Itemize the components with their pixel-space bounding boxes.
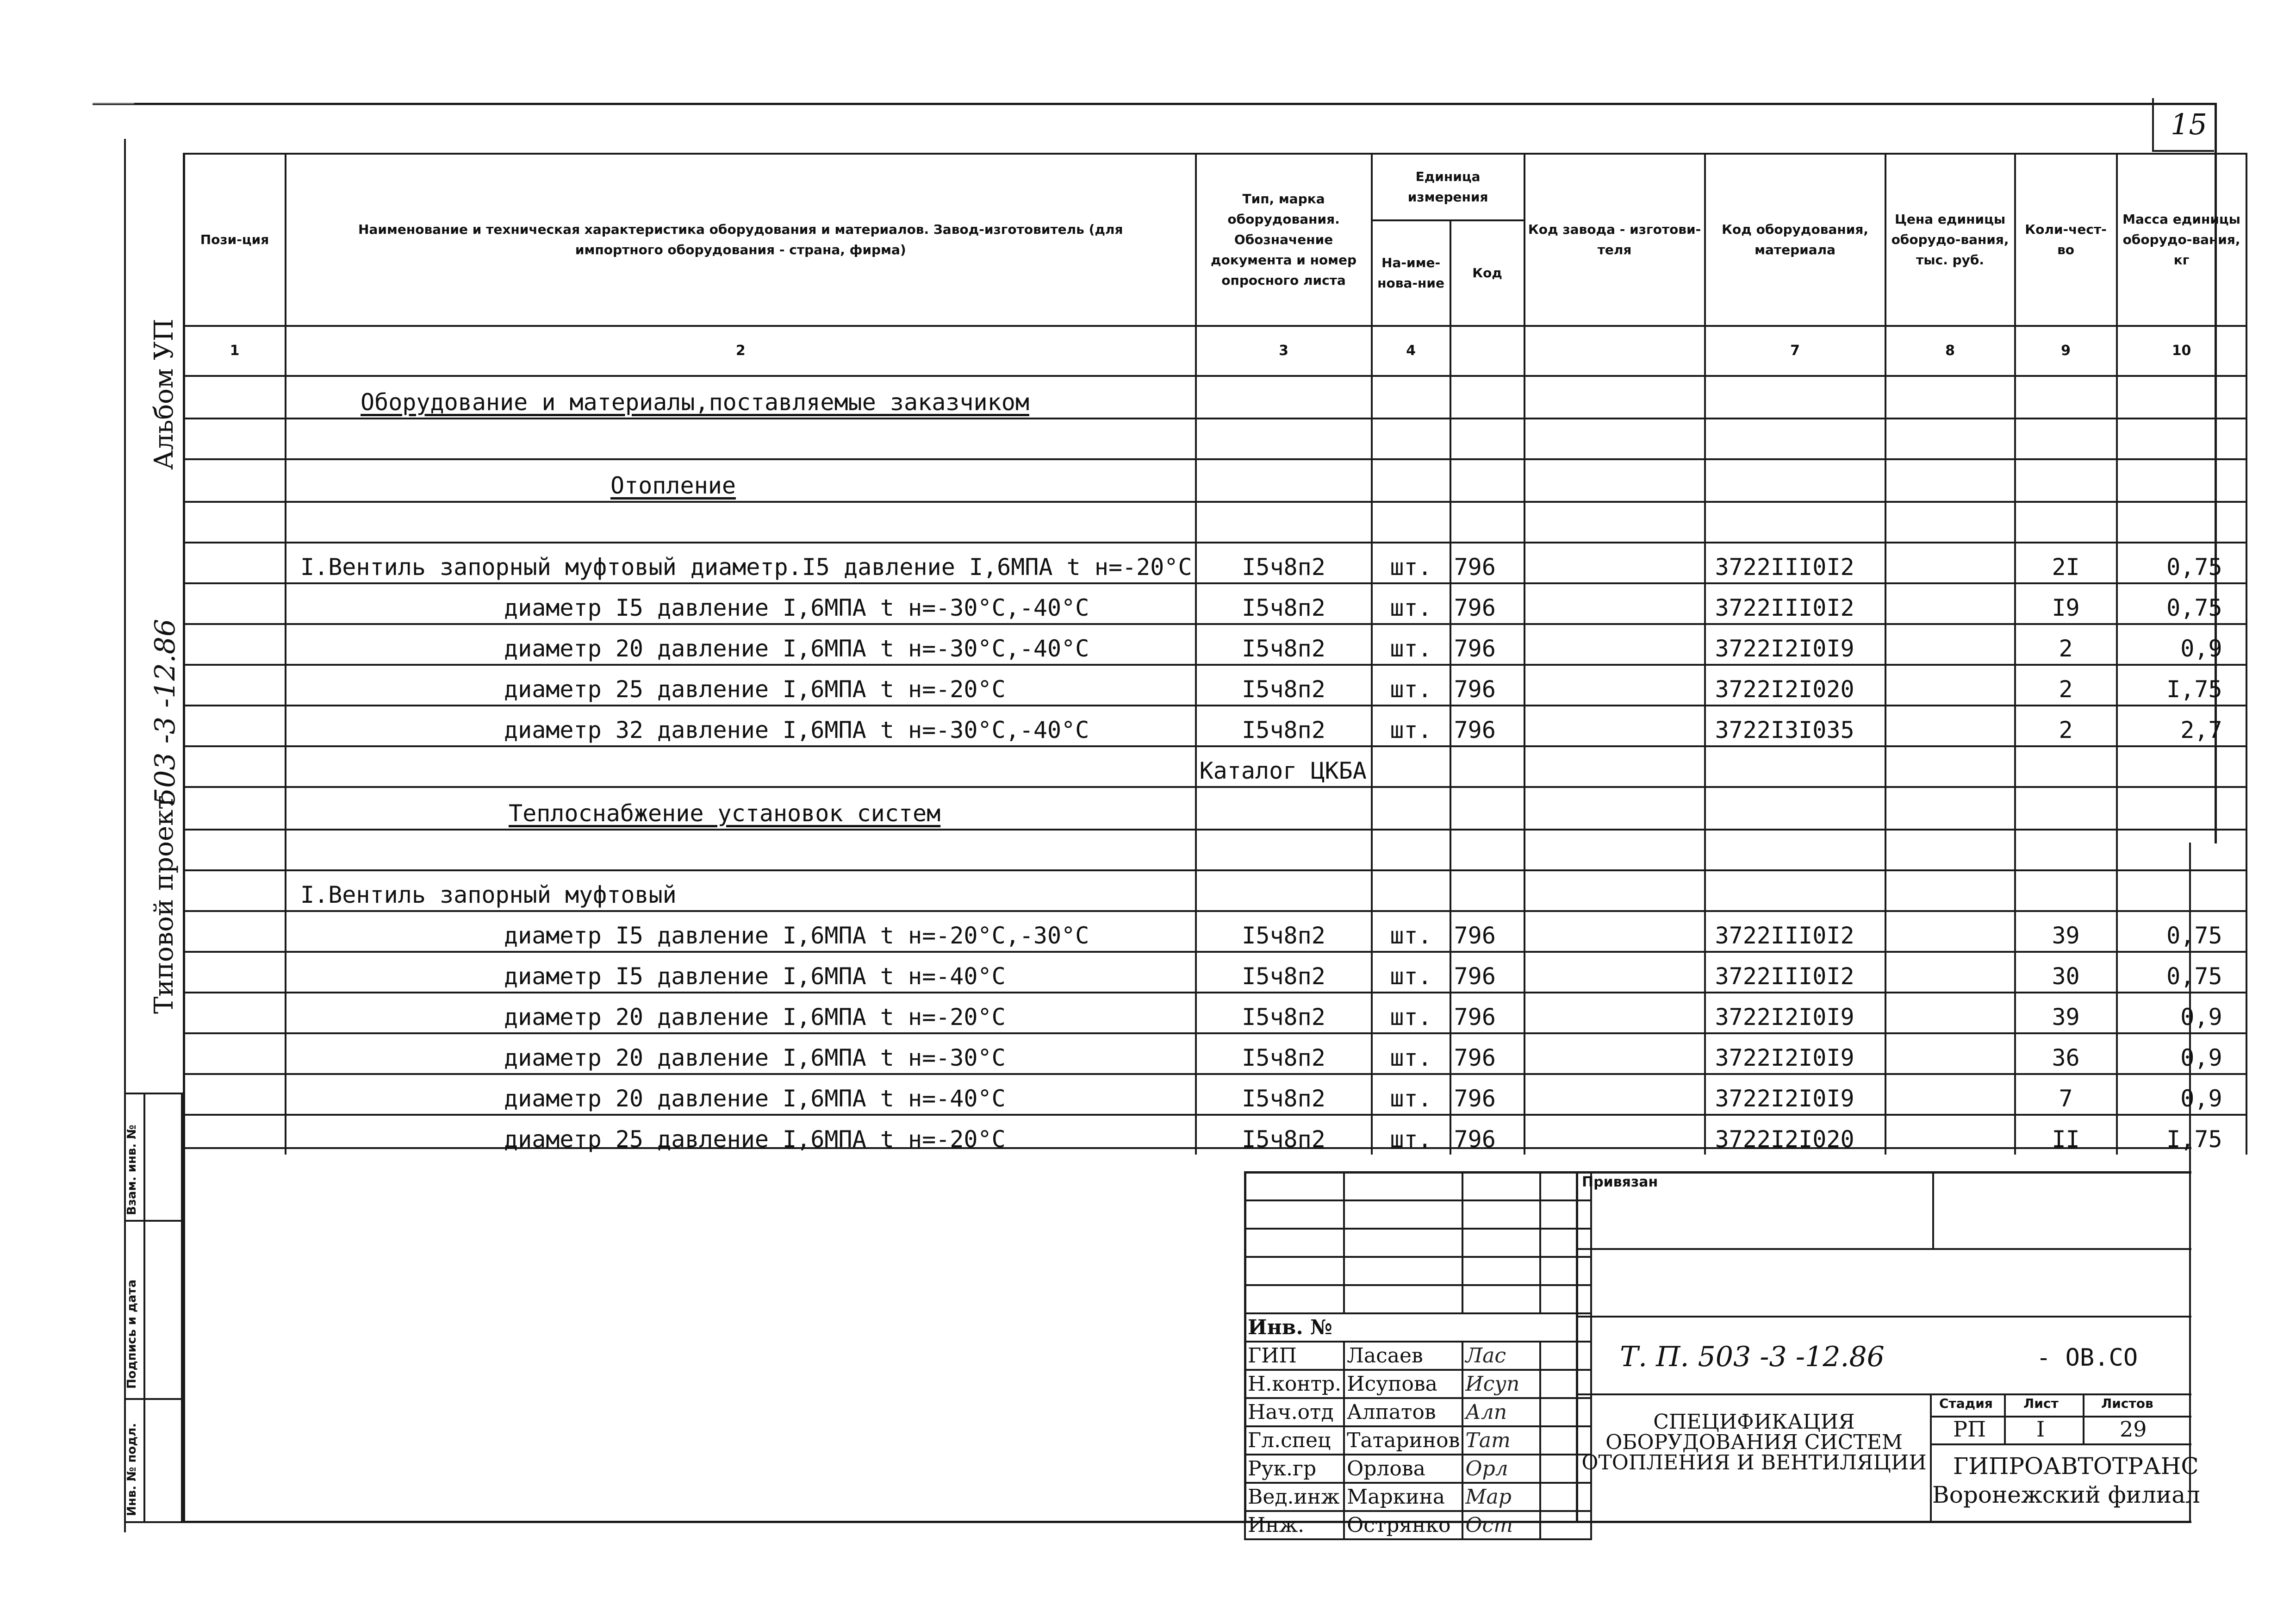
item-type: I5ч8п2	[1196, 993, 1372, 1033]
catalog-label: Каталог ЦКБА	[1196, 746, 1372, 787]
table-row	[184, 1074, 2246, 1115]
col-num: 1	[184, 326, 286, 376]
signer-role: ГИП	[1245, 1342, 1344, 1370]
signer-row	[1245, 1511, 1591, 1539]
item-unit-code: 796	[1450, 993, 1524, 1033]
col-num: 2	[286, 326, 1196, 376]
stamp-vzam: Взам. инв. №	[125, 1124, 139, 1215]
item-type: I5ч8п2	[1196, 1033, 1372, 1074]
item-unit-code: 796	[1450, 911, 1524, 952]
tb-divider	[1576, 1171, 1578, 1523]
header-quantity: Коли-чест-во	[2015, 154, 2117, 326]
table-row	[184, 624, 2246, 665]
project-code-side: 503 -3 -12.86	[149, 618, 181, 806]
item-unit: шт.	[1372, 993, 1450, 1033]
header-unit-code: Код	[1450, 220, 1524, 326]
inv-row	[1245, 1313, 1591, 1342]
item-qty: II	[2015, 1115, 2117, 1155]
signer-signature: Лас	[1462, 1342, 1540, 1370]
table-row	[184, 376, 2246, 418]
header-unit-name: На-име-нова-ние	[1372, 220, 1450, 326]
title-top-line	[1576, 1393, 2191, 1395]
item-unit-code: 796	[1450, 1074, 1524, 1115]
signer-row	[1245, 1426, 1591, 1455]
item-name: диаметр 25 давление I,6МПА t н=-20°С	[286, 1115, 1196, 1155]
header-mass: Масса единицы оборудо-вания, кг	[2117, 154, 2246, 326]
signer-role: Инж.	[1245, 1511, 1344, 1539]
col-num	[1524, 326, 1705, 376]
table-row	[184, 911, 2246, 952]
table-row	[184, 1033, 2246, 1074]
side-stamp-line-1	[124, 1220, 183, 1222]
item-mass: 0,75	[2117, 583, 2246, 624]
header-name: Наименование и техническая характеристика оборудования и материалов. Завод-изготовитель (для импортного оборудования - страна, фирма)	[286, 154, 1196, 326]
item-equip-code: 3722III0I2	[1705, 543, 1885, 583]
side-stamp-vline	[143, 1093, 145, 1523]
table-row	[184, 583, 2246, 624]
signer-signature: Исуп	[1462, 1370, 1540, 1398]
signer-signature: Ост	[1462, 1511, 1540, 1539]
item-name: I.Вентиль запорный муфтовый диаметр.I5 давление I,6МПА t н=-20°С	[286, 543, 1196, 583]
item-equip-code: 3722III0I2	[1705, 911, 1885, 952]
header-equip-code: Код оборудования, материала	[1705, 154, 1885, 326]
stage-label: Стадия	[1939, 1396, 1993, 1411]
signer-name: Исупова	[1344, 1370, 1462, 1398]
item-equip-code: 3722I2I0I9	[1705, 624, 1885, 665]
item-equip-code: 3722I2I020	[1705, 665, 1885, 706]
item-equip-code: 3722I2I0I9	[1705, 1033, 1885, 1074]
item-qty: 2	[2015, 624, 2117, 665]
item-name: диаметр 25 давление I,6МПА t н=-20°С	[286, 665, 1196, 706]
item-name: диаметр 20 давление I,6МПА t н=-20°С	[286, 993, 1196, 1033]
spec-table	[183, 153, 2247, 1155]
table-row	[184, 787, 2246, 830]
item-unit-code: 796	[1450, 543, 1524, 583]
signer-row	[1245, 1342, 1591, 1370]
item-name: диаметр I5 давление I,6МПА t н=-30°С,-40°С	[286, 583, 1196, 624]
header-price: Цена единицы оборудо-вания, тыс. руб.	[1885, 154, 2015, 326]
sheets-value: 29	[2120, 1417, 2147, 1442]
sheets-label: Листов	[2101, 1396, 2153, 1411]
item-mass: 0,75	[2117, 543, 2246, 583]
item-unit: шт.	[1372, 1033, 1450, 1074]
signature-table	[1244, 1171, 1592, 1540]
item-mass: 0,9	[2117, 1074, 2246, 1115]
item-qty: 2I	[2015, 543, 2117, 583]
col-num: 9	[2015, 326, 2117, 376]
item-equip-code: 3722I2I020	[1705, 1115, 1885, 1155]
item-type: I5ч8п2	[1196, 624, 1372, 665]
item-type: I5ч8п2	[1196, 911, 1372, 952]
project-label: Типовой проект	[149, 795, 179, 1014]
stage-value: РП	[1953, 1417, 1986, 1442]
header-factory-code: Код завода - изготови-теля	[1524, 154, 1705, 326]
item-name: диаметр I5 давление I,6МПА t н=-20°С,-30°С	[286, 911, 1196, 952]
item-mass: 0,9	[2117, 624, 2246, 665]
signer-row	[1245, 1483, 1591, 1511]
table-row	[184, 830, 2246, 870]
album-label: Альбом УП	[149, 319, 179, 470]
item-name: диаметр 20 давление I,6МПА t н=-40°С	[286, 1074, 1196, 1115]
item-unit: шт.	[1372, 952, 1450, 993]
item-unit: шт.	[1372, 665, 1450, 706]
section-title: Оборудование и материалы,поставляемые заказчиком	[286, 376, 1196, 418]
item-equip-code: 3722I2I0I9	[1705, 1074, 1885, 1115]
item-unit: шт.	[1372, 583, 1450, 624]
table-row	[184, 418, 2246, 459]
item-qty: 39	[2015, 911, 2117, 952]
inv-label: Инв. №	[1245, 1313, 1591, 1342]
signer-row	[1245, 1398, 1591, 1426]
item-unit-code: 796	[1450, 624, 1524, 665]
table-row	[184, 665, 2246, 706]
item-unit: шт.	[1372, 543, 1450, 583]
item-qty: 39	[2015, 993, 2117, 1033]
col-num: 4	[1372, 326, 1450, 376]
item-type: I5ч8п2	[1196, 583, 1372, 624]
item-qty: I9	[2015, 583, 2117, 624]
sheet-value: I	[2036, 1417, 2045, 1442]
col-num: 10	[2117, 326, 2246, 376]
bound-divider	[1932, 1171, 1934, 1250]
signer-role: Вед.инж	[1245, 1483, 1344, 1511]
item-type: I5ч8п2	[1196, 1115, 1372, 1155]
signer-signature: Мар	[1462, 1483, 1540, 1511]
item-type: I5ч8п2	[1196, 665, 1372, 706]
table-row	[184, 459, 2246, 502]
item-mass: I,75	[2117, 1115, 2246, 1155]
col-num: 8	[1885, 326, 2015, 376]
item-equip-code: 3722I3I035	[1705, 706, 1885, 746]
doc-title: СПЕЦИФИКАЦИЯ ОБОРУДОВАНИЯ СИСТЕМ ОТОПЛЕНИЯ И ВЕНТИЛЯЦИИ	[1581, 1410, 1927, 1474]
item-type: I5ч8п2	[1196, 952, 1372, 993]
item-name: диаметр 20 давление I,6МПА t н=-30°С	[286, 1033, 1196, 1074]
item-equip-code: 3722I2I0I9	[1705, 993, 1885, 1033]
item-name: I.Вентиль запорный муфтовый	[286, 870, 1196, 911]
side-stamp-line-2	[124, 1398, 183, 1400]
signer-signature: Тат	[1462, 1426, 1540, 1455]
item-qty: 7	[2015, 1074, 2117, 1115]
title-right-divider	[1930, 1393, 1932, 1523]
item-unit-code: 796	[1450, 952, 1524, 993]
table-row	[184, 993, 2246, 1033]
item-qty: 2	[2015, 706, 2117, 746]
item-mass: 0,9	[2117, 993, 2246, 1033]
column-numbers-row	[184, 326, 2246, 376]
item-equip-code: 3722III0I2	[1705, 583, 1885, 624]
signer-name: Маркина	[1344, 1483, 1462, 1511]
code-top-line	[1576, 1316, 2191, 1318]
doc-code: Т. П. 503 -3 -12.86	[1620, 1341, 1885, 1373]
sign-blank-row	[1245, 1172, 1591, 1200]
item-mass: 0,9	[2117, 1033, 2246, 1074]
item-unit: шт.	[1372, 624, 1450, 665]
signer-name: Ласаев	[1344, 1342, 1462, 1370]
signer-signature: Орл	[1462, 1455, 1540, 1483]
sign-blank-row	[1245, 1229, 1591, 1257]
stamp-podpis: Подпись и дата	[125, 1279, 139, 1389]
stage-divider-1	[2004, 1393, 2006, 1444]
org-top-line	[1930, 1443, 2191, 1445]
signer-role: Нач.отд	[1245, 1398, 1344, 1426]
table-row	[184, 952, 2246, 993]
stage-divider-2	[2083, 1393, 2084, 1444]
table-row	[184, 543, 2246, 583]
item-name: диаметр 20 давление I,6МПА t н=-30°С,-40°С	[286, 624, 1196, 665]
header-position: Пози-ция	[184, 154, 286, 326]
sign-blank-row	[1245, 1200, 1591, 1229]
bound-bottom-line	[1576, 1248, 2191, 1250]
item-mass: 0,75	[2117, 952, 2246, 993]
item-mass: 0,75	[2117, 911, 2246, 952]
branch-name: Воронежский филиал	[1932, 1481, 2200, 1508]
item-mass: 2,7	[2117, 706, 2246, 746]
table-row	[184, 870, 2246, 911]
col-num: 3	[1196, 326, 1372, 376]
item-unit: шт.	[1372, 911, 1450, 952]
stamp-inv-podl: Инв. № подл.	[125, 1423, 139, 1516]
item-mass: I,75	[2117, 665, 2246, 706]
item-qty: 36	[2015, 1033, 2117, 1074]
table-row	[184, 746, 2246, 787]
header-type: Тип, марка оборудования. Обозначение документа и номер опросного листа	[1196, 154, 1372, 326]
signer-row	[1245, 1370, 1591, 1398]
item-unit-code: 796	[1450, 706, 1524, 746]
item-equip-code: 3722III0I2	[1705, 952, 1885, 993]
org-name: ГИПРОАВТОТРАНС	[1953, 1453, 2199, 1480]
item-unit-code: 796	[1450, 1115, 1524, 1155]
signer-role: Гл.спец	[1245, 1426, 1344, 1455]
item-unit-code: 796	[1450, 583, 1524, 624]
item-type: I5ч8п2	[1196, 706, 1372, 746]
item-qty: 30	[2015, 952, 2117, 993]
section-title: Теплоснабжение установок систем	[286, 787, 1196, 830]
item-unit-code: 796	[1450, 1033, 1524, 1074]
item-name: диаметр 32 давление I,6МПА t н=-30°С,-40°С	[286, 706, 1196, 746]
item-name: диаметр I5 давление I,6МПА t н=-40°С	[286, 952, 1196, 993]
signer-row	[1245, 1455, 1591, 1483]
signer-name: Острянко	[1344, 1511, 1462, 1539]
item-type: I5ч8п2	[1196, 1074, 1372, 1115]
sheet-label: Лист	[2023, 1396, 2059, 1411]
col-num: 7	[1705, 326, 1885, 376]
signer-name: Алпатов	[1344, 1398, 1462, 1426]
signer-name: Татаринов	[1344, 1426, 1462, 1455]
item-unit: шт.	[1372, 1115, 1450, 1155]
top-frame-line	[93, 103, 2217, 105]
signer-role: Н.контр.	[1245, 1370, 1344, 1398]
table-row	[184, 502, 2246, 543]
item-unit-code: 796	[1450, 665, 1524, 706]
col-num	[1450, 326, 1524, 376]
header-row	[184, 154, 2246, 220]
bound-label: Привязан	[1582, 1174, 1658, 1190]
item-qty: 2	[2015, 665, 2117, 706]
header-unit-group: Единица измерения	[1372, 154, 1524, 220]
signer-role: Рук.гр	[1245, 1455, 1344, 1483]
top-frame-short-line	[93, 103, 134, 104]
doc-suffix: - ОВ.СО	[2036, 1344, 2138, 1372]
item-unit: шт.	[1372, 1074, 1450, 1115]
table-row	[184, 1115, 2246, 1155]
table-row	[184, 706, 2246, 746]
sign-blank-row	[1245, 1285, 1591, 1313]
item-unit: шт.	[1372, 706, 1450, 746]
sign-blank-row	[1245, 1257, 1591, 1285]
signer-name: Орлова	[1344, 1455, 1462, 1483]
item-type: I5ч8п2	[1196, 543, 1372, 583]
signer-signature: Алп	[1462, 1398, 1540, 1426]
sheet-number: 15	[2171, 107, 2207, 141]
section-title: Отопление	[286, 459, 1196, 502]
